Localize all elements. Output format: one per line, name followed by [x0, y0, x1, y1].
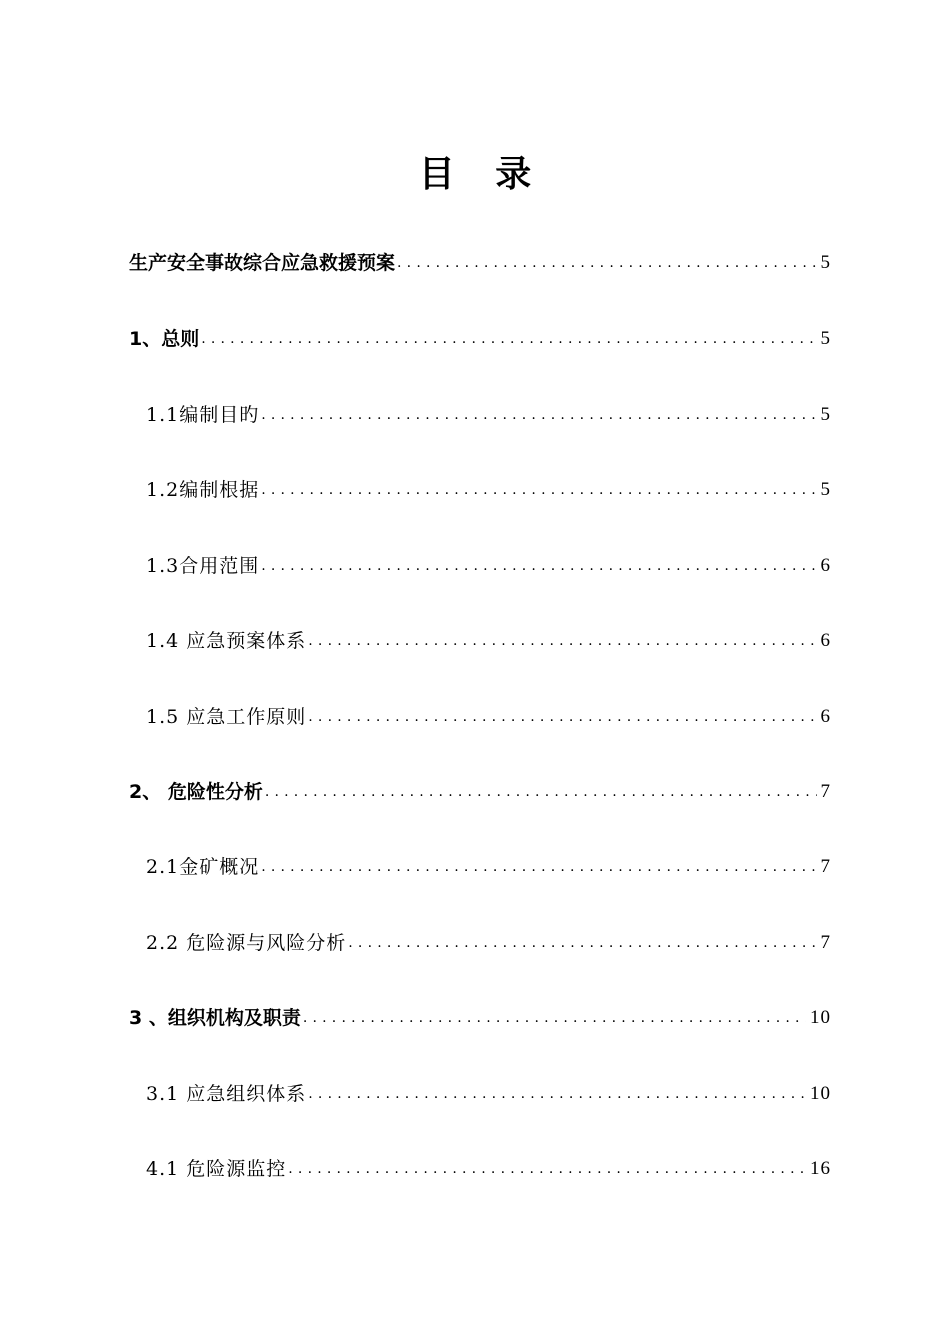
toc-entry-text: 2.1金矿概况	[146, 856, 260, 878]
toc-entry-text: 2、 危险性分析	[129, 781, 263, 803]
dot-leader	[397, 252, 816, 274]
toc-entry[interactable]	[129, 320, 831, 350]
dot-leader	[261, 555, 816, 577]
toc-entry[interactable]	[146, 1150, 831, 1180]
toc-entry-text: 1.2编制根据	[146, 479, 260, 501]
toc-entry-text: 2.2 危险源与风险分析	[146, 932, 347, 954]
dot-leader	[308, 630, 816, 652]
dot-leader	[308, 706, 816, 728]
toc-entry-text: 1.3合用范围	[146, 555, 260, 577]
toc-entry-text: 1.5 应急工作原则	[146, 706, 307, 728]
toc-entry-text: 生产安全事故综合应急救援预案	[129, 252, 396, 274]
toc-page-number: 10	[810, 1083, 831, 1104]
toc-entry-text: 4.1 危险源监控	[146, 1158, 287, 1180]
toc-page-number: 7	[820, 856, 831, 877]
toc-entry[interactable]	[129, 244, 831, 274]
toc-entry-text: 1.1编制目旳	[146, 404, 260, 426]
toc-page-number: 10	[810, 1007, 831, 1028]
dot-leader	[261, 479, 816, 501]
toc-page-number: 5	[820, 328, 831, 349]
dot-leader	[261, 404, 816, 426]
toc-entry[interactable]	[146, 848, 831, 878]
dot-leader	[303, 1007, 806, 1029]
toc-page-number: 6	[820, 630, 831, 651]
toc-page-number: 16	[810, 1158, 831, 1179]
toc-entry[interactable]	[146, 622, 831, 652]
toc-entry[interactable]	[129, 999, 831, 1029]
toc-entry-text: 1.4 应急预案体系	[146, 630, 307, 652]
toc-entry[interactable]	[146, 1075, 831, 1105]
toc-page-number: 7	[820, 781, 831, 802]
toc-page-number: 6	[820, 706, 831, 727]
toc-page-number: 5	[820, 252, 831, 273]
dot-leader	[265, 781, 817, 803]
dot-leader	[348, 932, 816, 954]
toc-entry-text: 3.1 应急组织体系	[146, 1083, 307, 1105]
dot-leader	[201, 328, 816, 350]
page-title: 目 录	[418, 154, 546, 195]
toc-entry-text: 3 、组织机构及职责	[129, 1007, 301, 1029]
toc-page-number: 7	[820, 932, 831, 953]
dot-leader	[288, 1158, 806, 1180]
toc-entry[interactable]	[146, 396, 831, 426]
toc-entry[interactable]	[129, 773, 831, 803]
dot-leader	[308, 1083, 806, 1105]
toc-page-number: 5	[820, 479, 831, 500]
toc-entry[interactable]	[146, 698, 831, 728]
dot-leader	[261, 856, 816, 878]
toc-page-number: 5	[820, 404, 831, 425]
toc-entry[interactable]	[146, 547, 831, 577]
toc-entry[interactable]	[146, 924, 831, 954]
toc-entry-text: 1、总则	[129, 328, 200, 350]
toc-entry[interactable]	[146, 471, 831, 501]
toc-page-number: 6	[820, 555, 831, 576]
